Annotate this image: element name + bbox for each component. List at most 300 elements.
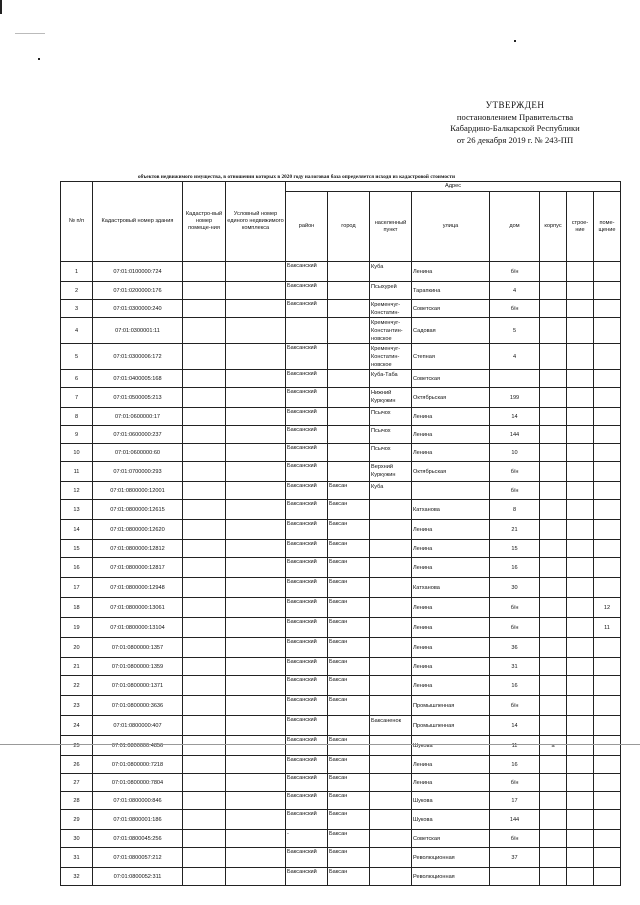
house: 17 [490,792,540,810]
header-city: город [328,192,370,262]
premise-number [183,696,226,716]
settlement: Верхний Куркужин [370,462,412,482]
row-number: 21 [61,658,93,676]
structure [567,756,594,774]
settlement [370,848,412,868]
settlement: Псыхурей [370,282,412,300]
complex-number [226,736,286,756]
house: б/н [490,262,540,282]
street [412,482,490,500]
structure [567,408,594,426]
building [540,262,567,282]
city [328,444,370,462]
structure [567,540,594,558]
structure [567,830,594,848]
premise-number [183,318,226,344]
structure [567,676,594,696]
room [594,408,621,426]
premise-number [183,300,226,318]
city: Баксан [328,848,370,868]
house: 14 [490,716,540,736]
district: Баксанский [286,344,328,370]
city: Баксан [328,520,370,540]
street: Советская [412,830,490,848]
table-row [61,388,621,408]
street: Промышленная [412,716,490,736]
row-number: 29 [61,810,93,830]
room [594,344,621,370]
row-number: 25 [61,736,93,756]
complex-number [226,388,286,408]
row-number: 28 [61,792,93,810]
premise-number [183,810,226,830]
table-row [61,578,621,598]
cadastral-number: 07:01:0800000:12948 [93,578,183,598]
premise-number [183,262,226,282]
cadastral-number: 07:01:0800000:13061 [93,598,183,618]
building [540,500,567,520]
premise-number [183,408,226,426]
house: б/н [490,696,540,716]
premise-number [183,482,226,500]
city: Баксан [328,638,370,658]
house: 199 [490,388,540,408]
header-district: район [286,192,328,262]
district: Баксанский [286,282,328,300]
city: Баксан [328,792,370,810]
room [594,444,621,462]
complex-number [226,578,286,598]
district: Баксанский [286,578,328,598]
street: Ленина [412,658,490,676]
table-row [61,520,621,540]
city [328,300,370,318]
building [540,756,567,774]
room [594,756,621,774]
city: Баксан [328,676,370,696]
building [540,598,567,618]
header-room: поме-щение [594,192,621,262]
building [540,676,567,696]
complex-number [226,540,286,558]
header-street: улица [412,192,490,262]
cadastral-number: 07:01:0600000:17 [93,408,183,426]
premise-number [183,520,226,540]
premise-number [183,344,226,370]
header-building: корпус [540,192,567,262]
row-number: 19 [61,618,93,638]
scan-dot [514,40,516,42]
district: Баксанский [286,300,328,318]
room [594,520,621,540]
table-row [61,558,621,578]
building [540,638,567,658]
street: Ленина [412,540,490,558]
premise-number [183,774,226,792]
room [594,462,621,482]
settlement [370,638,412,658]
settlement [370,792,412,810]
structure [567,696,594,716]
street: Ленина [412,638,490,658]
complex-number [226,598,286,618]
complex-number [226,318,286,344]
header-house: дом [490,192,540,262]
room [594,792,621,810]
building [540,830,567,848]
district: Баксанский [286,848,328,868]
building [540,578,567,598]
table-row [61,262,621,282]
city: Баксан [328,830,370,848]
room [594,300,621,318]
structure [567,658,594,676]
street: Октябрьская [412,388,490,408]
table-row [61,638,621,658]
house: 10 [490,444,540,462]
complex-number [226,282,286,300]
complex-number [226,370,286,388]
district: Баксанский [286,792,328,810]
district: Баксанский [286,462,328,482]
street: Шукова [412,792,490,810]
cadastral-number: 07:01:0800000:846 [93,792,183,810]
room [594,426,621,444]
street: Октябрьская [412,462,490,482]
district: Баксанский [286,774,328,792]
district: Баксанский [286,716,328,736]
settlement [370,774,412,792]
house: 31 [490,658,540,676]
house: 37 [490,848,540,868]
street: Ленина [412,408,490,426]
house: б/н [490,462,540,482]
cadastral-number: 07:01:0800052:311 [93,868,183,886]
row-number: 13 [61,500,93,520]
street: Шукова [412,736,490,756]
house: 5 [490,318,540,344]
street: Ленина [412,558,490,578]
district: Баксанский [286,658,328,676]
complex-number [226,676,286,696]
street: Ленина [412,598,490,618]
city: Баксан [328,810,370,830]
settlement [370,598,412,618]
complex-number [226,426,286,444]
building [540,618,567,638]
building [540,558,567,578]
building [540,696,567,716]
header-settlement: населенный пункт [370,192,412,262]
cadastral-number: 07:01:0600000:237 [93,426,183,444]
city: Баксан [328,696,370,716]
house: 16 [490,558,540,578]
house: 144 [490,426,540,444]
building [540,370,567,388]
district: Баксанский [286,696,328,716]
room [594,696,621,716]
street: Ленина [412,262,490,282]
street: Садовая [412,318,490,344]
settlement [370,696,412,716]
approval-line: постановлением Правительства [456,111,574,122]
cadastral-number: 07:01:0800000:1371 [93,676,183,696]
table-row [61,618,621,638]
cadastral-number: 07:01:0800000:7804 [93,774,183,792]
building [540,462,567,482]
street: Ленина [412,756,490,774]
district: Баксанский [286,598,328,618]
city: Баксан [328,578,370,598]
settlement: Псычох [370,408,412,426]
premise-number [183,426,226,444]
row-number: 2 [61,282,93,300]
cadastral-number: 07:01:0300000:240 [93,300,183,318]
premise-number [183,370,226,388]
complex-number [226,830,286,848]
cadastral-number: 07:01:0800000:3636 [93,696,183,716]
premise-number [183,716,226,736]
settlement: Куба-Таба [370,370,412,388]
building [540,300,567,318]
structure [567,810,594,830]
row-number: 11 [61,462,93,482]
street: Ленина [412,426,490,444]
district: Баксанский [286,262,328,282]
complex-number [226,792,286,810]
complex-number [226,638,286,658]
city: Баксан [328,500,370,520]
settlement [370,756,412,774]
district: Баксанский [286,500,328,520]
district: - [286,830,328,848]
building [540,792,567,810]
table-row [61,716,621,736]
row-number: 30 [61,830,93,848]
approval-block [420,100,610,146]
table-row [61,408,621,426]
premise-number [183,638,226,658]
building: а [540,736,567,756]
room [594,482,621,500]
table-row [61,318,621,344]
district: Баксанский [286,540,328,558]
room: 11 [594,618,621,638]
row-number: 4 [61,318,93,344]
building [540,408,567,426]
row-number: 3 [61,300,93,318]
scan-mark [0,0,2,14]
row-number: 6 [61,370,93,388]
settlement: Куба [370,262,412,282]
building [540,444,567,462]
table-header [61,182,621,262]
structure [567,736,594,756]
room [594,540,621,558]
row-number: 20 [61,638,93,658]
district: Баксанский [286,810,328,830]
structure [567,792,594,810]
row-number: 26 [61,756,93,774]
complex-number [226,444,286,462]
city [328,344,370,370]
structure [567,578,594,598]
approval-line: Кабардино-Балкарской Республики [450,123,580,133]
district: Баксанский [286,756,328,774]
table-row [61,540,621,558]
room [594,370,621,388]
structure [567,262,594,282]
settlement [370,540,412,558]
house [490,868,540,886]
structure [567,462,594,482]
structure [567,520,594,540]
table-row [61,868,621,886]
room [594,848,621,868]
settlement: Кременчуг-Константин-новское [370,318,412,344]
settlement [370,830,412,848]
cadastral-number: 07:01:0800000:4856 [93,736,183,756]
city [328,318,370,344]
scan-speck [15,33,45,34]
table-row [61,500,621,520]
building [540,716,567,736]
district: Баксанский [286,408,328,426]
room [594,716,621,736]
complex-number [226,810,286,830]
cadastral-number: 07:01:0100000:724 [93,262,183,282]
house: б/н [490,618,540,638]
header-complex: Условный номер единого недвижимого комплекса [226,182,286,262]
street: Тарапкина [412,282,490,300]
city [328,282,370,300]
settlement [370,520,412,540]
complex-number [226,756,286,774]
room [594,578,621,598]
district: Баксанский [286,736,328,756]
room [594,262,621,282]
structure [567,500,594,520]
district: Баксанский [286,370,328,388]
complex-number [226,520,286,540]
city [328,408,370,426]
table-row [61,810,621,830]
building [540,774,567,792]
street: Промышленная [412,696,490,716]
table-row [61,696,621,716]
complex-number [226,618,286,638]
room [594,318,621,344]
house: 15 [490,540,540,558]
city: Баксан [328,482,370,500]
city [328,370,370,388]
street: Катханова [412,500,490,520]
district: Баксанский [286,558,328,578]
settlement [370,558,412,578]
street: Советская [412,300,490,318]
structure [567,848,594,868]
settlement: Псычох [370,426,412,444]
city: Баксан [328,618,370,638]
premise-number [183,676,226,696]
street: Степная [412,344,490,370]
room [594,736,621,756]
settlement: Куба [370,482,412,500]
street: Ленина [412,676,490,696]
house [490,370,540,388]
complex-number [226,868,286,886]
cadastral-number: 07:01:0300006:172 [93,344,183,370]
house: б/н [490,300,540,318]
city [328,426,370,444]
house: 144 [490,810,540,830]
complex-number [226,558,286,578]
header-structure: строе-ние [567,192,594,262]
district: Баксанский [286,676,328,696]
cadastral-number: 07:01:0800045:256 [93,830,183,848]
cadastral-number: 07:01:0300001:11 [93,318,183,344]
house: 36 [490,638,540,658]
cadastral-number: 07:01:0800001:186 [93,810,183,830]
city: Баксан [328,558,370,578]
row-number: 16 [61,558,93,578]
building [540,344,567,370]
room [594,638,621,658]
table-row [61,370,621,388]
city: Баксан [328,868,370,886]
settlement: Кременчуг-Констатин-новское [370,344,412,370]
building [540,388,567,408]
settlement [370,676,412,696]
structure [567,638,594,658]
structure [567,868,594,886]
premise-number [183,868,226,886]
structure [567,716,594,736]
house: 11 [490,736,540,756]
settlement [370,868,412,886]
settlement [370,736,412,756]
cadastral-number: 07:01:0600000:60 [93,444,183,462]
row-number: 18 [61,598,93,618]
house: б/н [490,598,540,618]
header-address: Адрес [286,182,621,192]
scan-crease [0,744,640,745]
house: б/н [490,482,540,500]
district: Баксанский [286,638,328,658]
header-cadastral: Кадастровый номер здания [93,182,183,262]
street: Революционная [412,848,490,868]
district: Баксанский [286,426,328,444]
structure [567,482,594,500]
complex-number [226,262,286,282]
district: Баксанский [286,520,328,540]
premise-number [183,462,226,482]
street: Катханова [412,578,490,598]
street: Ленина [412,618,490,638]
building [540,482,567,500]
district: Баксанский [286,388,328,408]
premise-number [183,558,226,578]
premise-number [183,792,226,810]
room [594,282,621,300]
cadastral-number: 07:01:0800000:13104 [93,618,183,638]
premise-number [183,736,226,756]
house: 4 [490,282,540,300]
premise-number [183,578,226,598]
complex-number [226,462,286,482]
building [540,426,567,444]
street: Революционная [412,868,490,886]
